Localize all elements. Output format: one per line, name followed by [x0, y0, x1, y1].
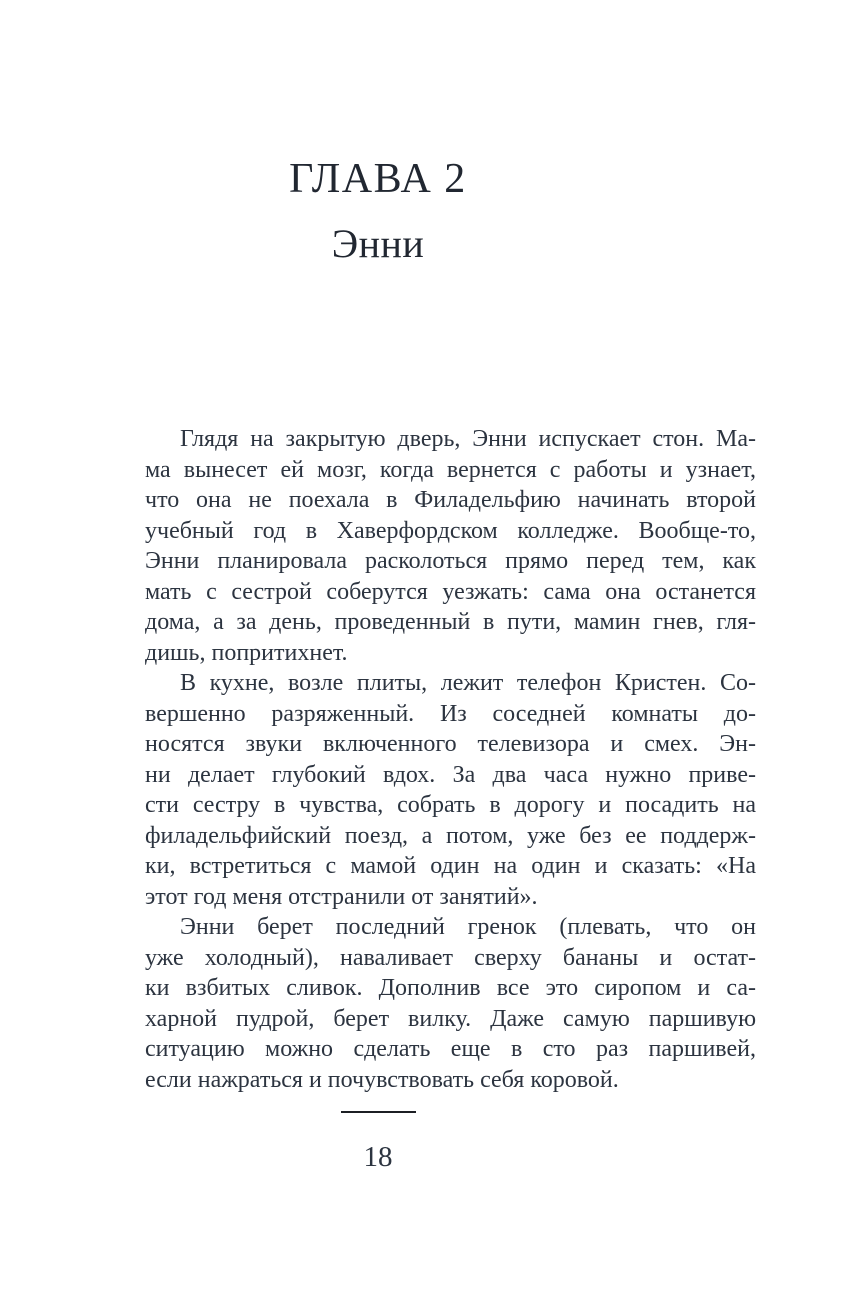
text-line: ки, встретиться с мамой один на один и сказать: «На — [145, 853, 756, 879]
text-line: ма вынесет ей мозг, когда вернется с работы и узнает, — [145, 456, 756, 483]
text-line: ки взбитых сливок. Дополнив все это сиропом и са- — [145, 975, 756, 1001]
section-divider — [341, 1111, 416, 1113]
text-line: ситуацию можно сделать еще в сто раз паршивей, — [145, 1036, 756, 1062]
text-line: дома, а за день, проведенный в пути, мамин гнев, гля- — [145, 609, 756, 635]
paragraph — [145, 668, 756, 912]
text-line: учебный год в Хаверфордском колледже. Вообще-то, — [145, 517, 756, 544]
text-line: Глядя на закрытую дверь, Энни испускает стон. Ма- — [180, 426, 756, 452]
text-line: В кухне, возле плиты, лежит телефон Кристен. Со- — [180, 670, 756, 696]
text-line: что она не поехала в Филадельфию начинать второй — [145, 487, 756, 513]
text-line: филадельфийский поезд, а потом, уже без ее поддерж- — [145, 822, 756, 849]
text-line: если нажраться и почувствовать себя коровой. — [145, 1066, 619, 1093]
chapter-heading: ГЛАВА 2 — [289, 156, 467, 202]
paragraph — [145, 424, 756, 668]
text-line: Энни берет последний гренок (плевать, что он — [180, 914, 756, 940]
text-line: Энни планировала расколоться прямо перед тем, как — [145, 548, 756, 574]
chapter-subtitle: Энни — [331, 221, 425, 266]
text-line: носятся звуки включенного телевизора и смех. Эн- — [145, 731, 756, 757]
text-line: мать с сестрой соберутся уезжать: сама она останется — [145, 578, 756, 605]
text-line: сти сестру в чувства, собрать в дорогу и посадить на — [145, 792, 756, 818]
page-number: 18 — [363, 1141, 393, 1173]
body-text — [145, 424, 756, 1095]
text-line: этот год меня отстранили от занятий». — [145, 883, 538, 910]
text-line: вершенно разряженный. Из соседней комнаты до- — [145, 700, 756, 727]
text-line: дишь, попритихнет. — [145, 639, 348, 666]
text-line: уже холодный), наваливает сверху бананы и остат- — [145, 944, 756, 971]
paragraph — [145, 912, 756, 1095]
text-line: харной пудрой, берет вилку. Даже самую паршивую — [145, 1005, 756, 1032]
text-line: ни делает глубокий вдох. За два часа нужно приве- — [145, 761, 756, 788]
